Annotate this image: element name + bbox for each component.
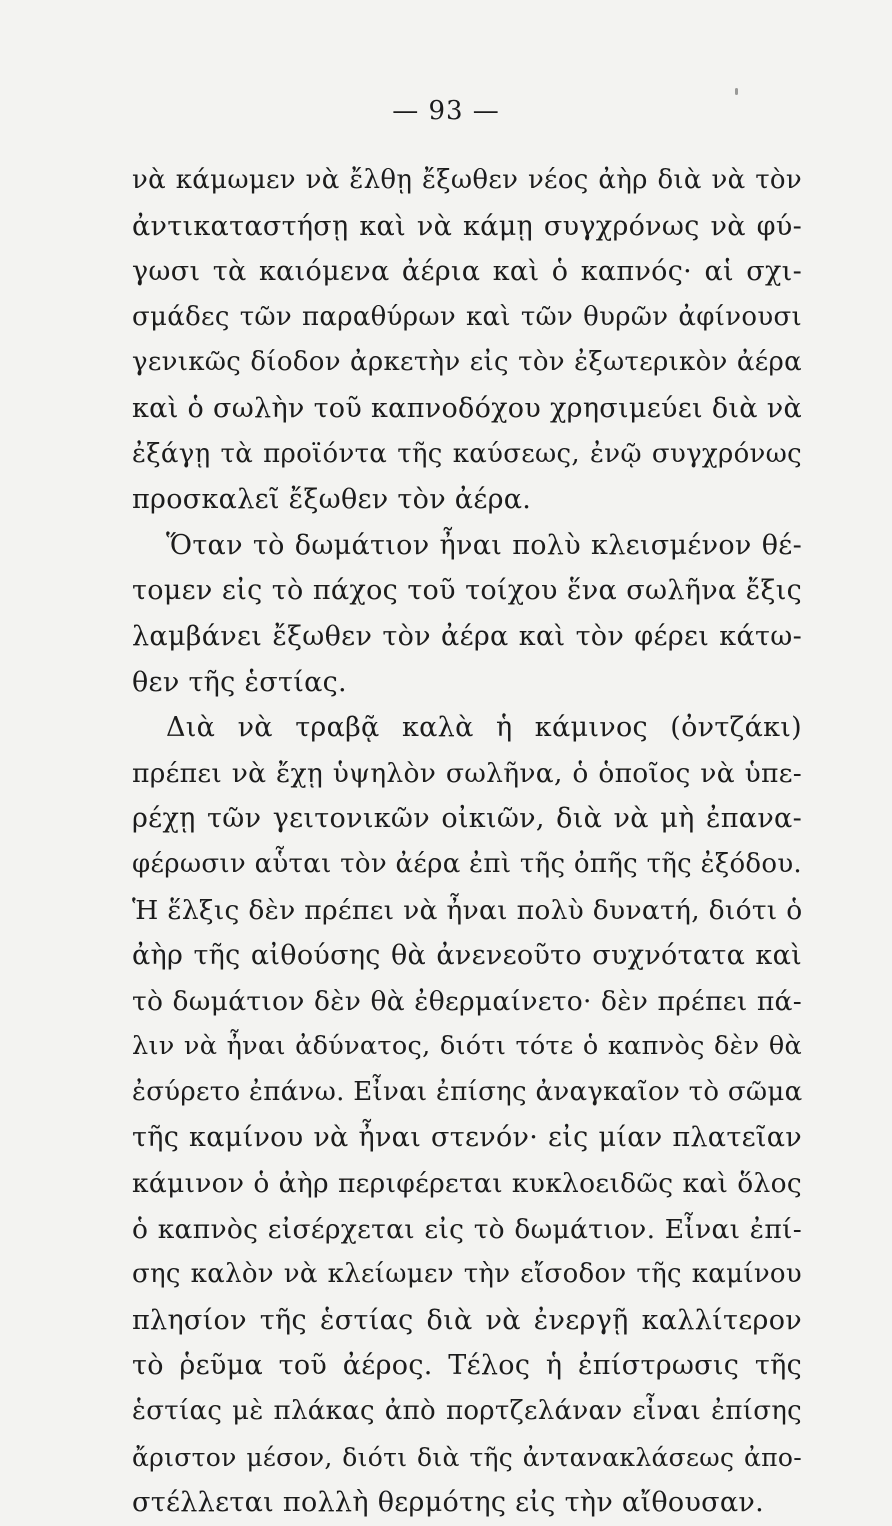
- text-line: σης καλὸν νὰ κλείωμεν τὴν εἴσοδον τῆς καμίνου: [132, 1259, 802, 1290]
- body-text: [132, 158, 802, 1526]
- text-line: ἄριστον μέσον, διότι διὰ τῆς ἀντανακλάσεως ἀπο-: [132, 1442, 802, 1472]
- text-line: ἀντικαταστήσῃ καὶ νὰ κάμῃ συγχρόνως νὰ φύ-: [132, 210, 802, 242]
- text-line: Διὰ νὰ τραβᾷ καλὰ ἡ κάμινος (ὀντζάκι): [166, 712, 802, 744]
- text-line: φέρωσιν αὗται τὸν ἀέρα ἐπὶ τῆς ὀπῆς τῆς ἐξόδου.: [132, 848, 802, 879]
- text-line: πρέπει νὰ ἔχῃ ὑψηλὸν σωλῆνα, ὁ ὁποῖος νὰ ὑπε-: [132, 757, 802, 789]
- text-line: θεν τῆς ἑστίας.: [132, 666, 347, 698]
- paragraph: [132, 158, 802, 523]
- text-line: ἑστίας μὲ πλάκας ἀπὸ πορτζελάναν εἶναι ἐπίσης: [132, 1396, 802, 1427]
- text-line: νὰ κάμωμεν νὰ ἔλθῃ ἔξωθεν νέος ἀὴρ διὰ νὰ τὸν: [132, 165, 802, 195]
- text-line: κάμινον ὁ ἀὴρ περιφέρεται κυκλοειδῶς καὶ ὅλος: [132, 1168, 802, 1200]
- paper-speck: [735, 88, 738, 95]
- text-line: καὶ ὁ σωλὴν τοῦ καπνοδόχου χρησιμεύει διὰ νὰ: [132, 392, 802, 424]
- text-line: Ἡ ἕλξις δὲν πρέπει νὰ ἦναι πολὺ δυνατή, διότι ὁ: [132, 894, 803, 926]
- paragraph: [132, 523, 802, 705]
- text-line: τῆς καμίνου νὰ ἦναι στενόν· εἰς μίαν πλατεῖαν: [132, 1122, 802, 1154]
- text-line: ἐσύρετο ἐπάνω. Εἶναι ἐπίσης ἀναγκαῖον τὸ σῶμα: [132, 1076, 803, 1107]
- text-line: τὸ ῥεῦμα τοῦ ἀέρος. Τέλος ἡ ἐπίστρωσις τῆς: [132, 1350, 802, 1382]
- text-line: προσκαλεῖ ἔξωθεν τὸν ἀέρα.: [132, 484, 532, 516]
- text-line: γωσι τὰ καιόμενα ἀέρια καὶ ὁ καπνός· αἱ σχι-: [132, 256, 802, 288]
- text-line: λαμβάνει ἔξωθεν τὸν ἀέρα καὶ τὸν φέρει κάτω-: [132, 620, 802, 652]
- text-line: στέλλεται πολλὴ θερμότης εἰς τὴν αἴθουσαν.: [132, 1487, 765, 1519]
- text-line: τὸ δωμάτιον δὲν θὰ ἐθερμαίνετο· δὲν πρέπει πά-: [132, 985, 802, 1017]
- text-line: σμάδες τῶν παραθύρων καὶ τῶν θυρῶν ἀφίνουσι: [132, 301, 802, 332]
- text-line: ρέχῃ τῶν γειτονικῶν οἰκιῶν, διὰ νὰ μὴ ἐπανα-: [132, 803, 802, 835]
- text-line: λιν νὰ ἦναι ἀδύνατος, διότι τότε ὁ καπνὸς δὲν θὰ: [132, 1031, 802, 1062]
- text-line: γενικῶς δίοδον ἀρκετὴν εἰς τὸν ἐξωτερικὸν ἀέρα: [132, 347, 802, 378]
- page-number: — 93 —: [392, 96, 500, 126]
- text-line: ἀὴρ τῆς αἰθούσης θὰ ἀνενεοῦτο συχνότατα καὶ: [132, 940, 802, 972]
- text-line: ἐξάγῃ τὰ προϊόντα τῆς καύσεως, ἐνῷ συγχρόνως: [132, 438, 802, 469]
- text-line: ὁ καπνὸς εἰσέρχεται εἰς τὸ δωμάτιον. Εἶναι ἐπί-: [132, 1213, 802, 1245]
- text-line: Ὅταν τὸ δωμάτιον ἦναι πολὺ κλεισμένον θέ-: [166, 529, 802, 561]
- text-line: τομεν εἰς τὸ πάχος τοῦ τοίχου ἕνα σωλῆνα ἔξις: [132, 575, 802, 607]
- paragraph: [132, 705, 802, 1526]
- text-line: πλησίον τῆς ἑστίας διὰ νὰ ἐνεργῇ καλλίτερον: [132, 1304, 802, 1336]
